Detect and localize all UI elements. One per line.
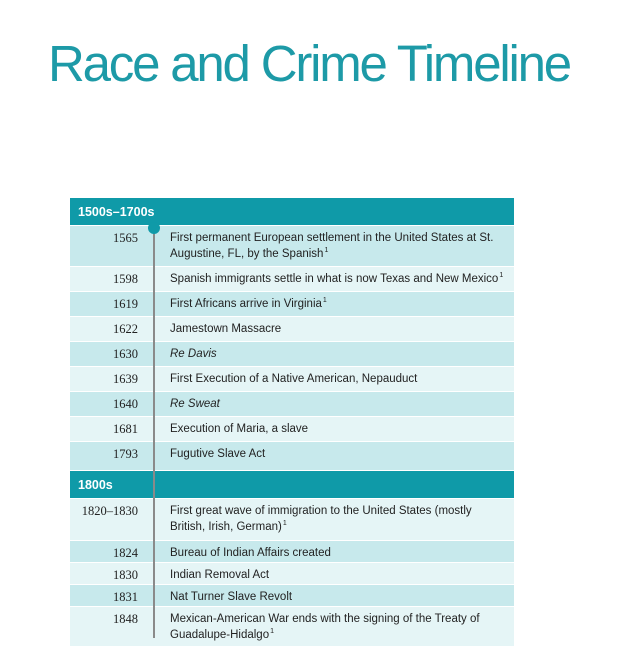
table-row bbox=[70, 392, 514, 417]
row-event bbox=[154, 317, 514, 341]
page-title: Race and Crime Timeline bbox=[48, 35, 570, 92]
table-row bbox=[70, 541, 514, 563]
row-event bbox=[154, 563, 514, 584]
table-row bbox=[70, 226, 514, 267]
event-text: First permanent European settlement in the United States at St. Augustine, FL, by the Spanish bbox=[170, 232, 494, 260]
row-year: 1619 bbox=[113, 297, 138, 311]
table-row bbox=[70, 563, 514, 585]
table-row bbox=[70, 585, 514, 607]
row-year: 1820–1830 bbox=[81, 504, 138, 518]
row-event bbox=[154, 342, 514, 366]
table-row bbox=[70, 292, 514, 317]
table-row bbox=[70, 267, 514, 292]
timeline-start-dot bbox=[148, 222, 160, 234]
row-event bbox=[154, 392, 514, 416]
footnote-marker: 1 bbox=[282, 519, 287, 527]
section-header: 1500s–1700s bbox=[70, 198, 514, 226]
row-event bbox=[154, 417, 514, 441]
footnote-marker: 1 bbox=[499, 272, 504, 280]
event-text: Bureau of Indian Affairs created bbox=[170, 547, 331, 559]
row-event bbox=[154, 499, 514, 540]
table-row bbox=[70, 499, 514, 541]
event-text: First Africans arrive in Virginia bbox=[170, 298, 322, 310]
table-row bbox=[70, 607, 514, 647]
row-year: 1598 bbox=[113, 272, 138, 286]
timeline-axis-line bbox=[153, 228, 155, 638]
row-event bbox=[154, 585, 514, 606]
event-text: First Execution of a Native American, Nepauduct bbox=[170, 373, 418, 385]
event-text: First great wave of immigration to the United States (mostly British, Irish, German) bbox=[170, 505, 472, 533]
table-row bbox=[70, 417, 514, 442]
row-year: 1831 bbox=[113, 590, 138, 604]
row-event bbox=[154, 541, 514, 562]
footnote-marker: 1 bbox=[324, 246, 329, 254]
event-text: Re Sweat bbox=[170, 398, 220, 410]
row-event bbox=[154, 607, 514, 646]
row-event bbox=[154, 442, 514, 470]
event-text: Nat Turner Slave Revolt bbox=[170, 591, 293, 603]
event-text: Execution of Maria, a slave bbox=[170, 423, 309, 435]
row-year: 1565 bbox=[113, 231, 138, 245]
row-event bbox=[154, 367, 514, 391]
footnote-marker: 1 bbox=[270, 627, 275, 635]
row-year: 1848 bbox=[113, 612, 138, 626]
table-row bbox=[70, 367, 514, 392]
row-year: 1830 bbox=[113, 568, 138, 582]
event-text: Spanish immigrants settle in what is now Texas and New Mexico bbox=[170, 273, 499, 285]
row-year: 1630 bbox=[113, 347, 138, 361]
row-event bbox=[154, 267, 514, 291]
event-text: Mexican-American War ends with the signing of the Treaty of Guadalupe-Hidalgo bbox=[170, 613, 480, 641]
row-year: 1640 bbox=[113, 397, 138, 411]
row-event bbox=[154, 226, 514, 266]
footnote-marker: 1 bbox=[322, 297, 327, 305]
row-year: 1622 bbox=[113, 322, 138, 336]
section-header: 1800s bbox=[70, 471, 514, 499]
row-year: 1824 bbox=[113, 546, 138, 560]
timeline-table bbox=[70, 198, 514, 641]
event-text: Fugutive Slave Act bbox=[170, 448, 266, 460]
row-event bbox=[154, 292, 514, 316]
event-text: Indian Removal Act bbox=[170, 569, 270, 581]
event-text: Re Davis bbox=[170, 348, 217, 360]
table-row bbox=[70, 442, 514, 471]
row-year: 1793 bbox=[113, 447, 138, 461]
table-row bbox=[70, 317, 514, 342]
row-year: 1681 bbox=[113, 422, 138, 436]
table-row bbox=[70, 342, 514, 367]
row-year: 1639 bbox=[113, 372, 138, 386]
event-text: Jamestown Massacre bbox=[170, 323, 282, 335]
